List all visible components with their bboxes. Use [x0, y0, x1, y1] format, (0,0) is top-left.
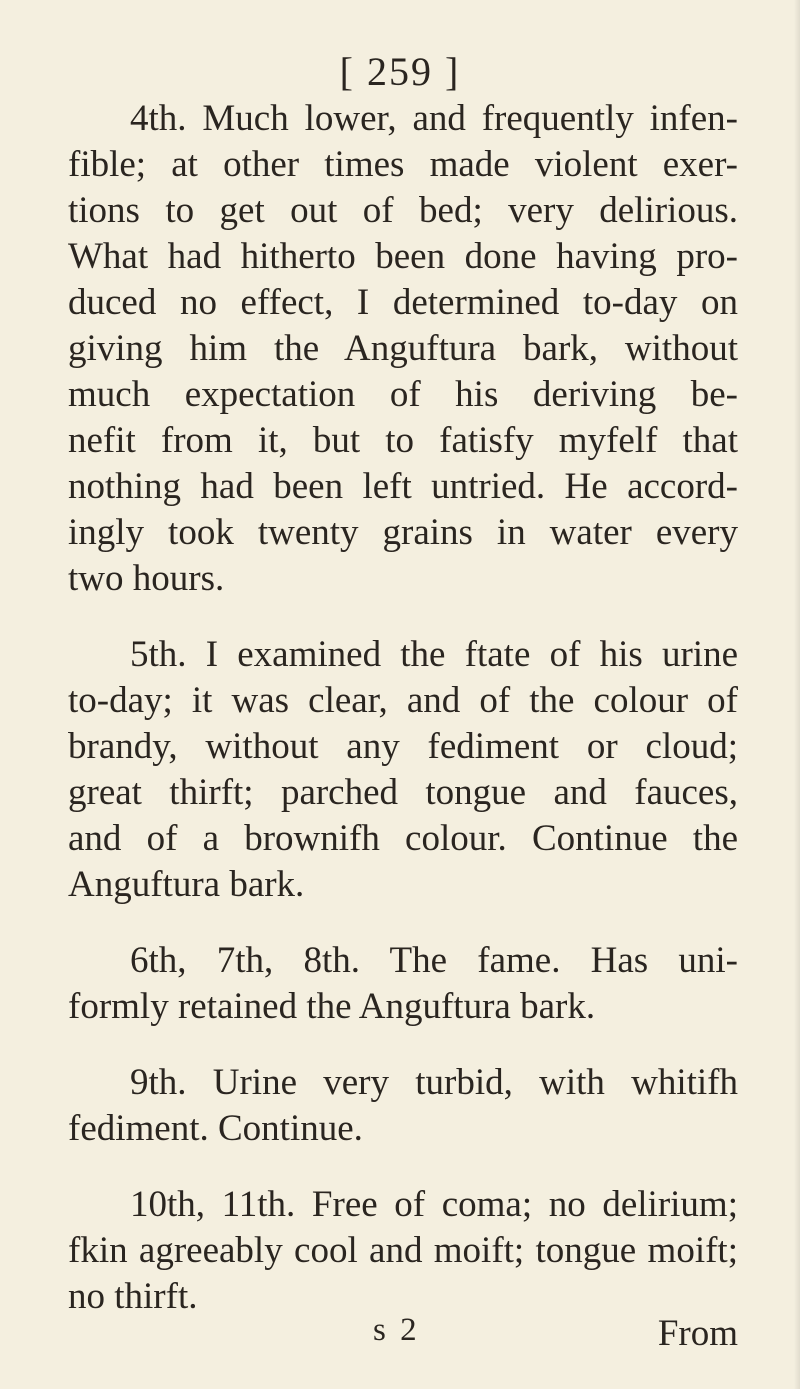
text-line: 9th. Urine very turbid, with whitifh — [130, 1062, 738, 1103]
text-line: brandy, without any fediment or cloud; — [68, 726, 738, 767]
text-line: to-day; it was clear, and of the colour of — [68, 680, 738, 721]
text-line: What had hitherto been done having pro- — [68, 236, 738, 277]
text-line: nothing had been left untried. He accord- — [68, 466, 738, 507]
text-line: and of a brownifh colour. Continue the — [68, 818, 738, 859]
paragraph-5th — [68, 632, 738, 908]
text-line: 10th, 11th. Free of coma; no delirium; — [130, 1184, 738, 1225]
text-line: 4th. Much lower, and frequently infen- — [130, 98, 738, 139]
text-line: 6th, 7th, 8th. The fame. Has uni- — [130, 940, 738, 981]
text-line: fkin agreeably cool and moift; tongue moift; — [68, 1230, 738, 1271]
page-footer — [68, 1312, 738, 1362]
text-line: duced no effect, I determined to-day on — [68, 282, 738, 323]
text-line: no thirft. — [68, 1276, 198, 1317]
text-line: formly retained the Anguftura bark. — [68, 986, 596, 1027]
page-number: [ 259 ] — [339, 49, 461, 94]
text-line: fible; at other times made violent exer- — [68, 144, 738, 185]
paragraph-9th — [68, 1060, 738, 1152]
text-line: great thirft; parched tongue and fauces, — [68, 772, 738, 813]
catchword: From — [657, 1313, 738, 1354]
text-line: much expectation of his deriving be- — [68, 374, 738, 415]
text-line: 5th. I examined the ftate of his urine — [130, 634, 738, 675]
text-line: ingly took twenty grains in water every — [68, 512, 738, 553]
paragraph-4th — [68, 96, 738, 602]
signature-mark: s 2 — [373, 1312, 420, 1348]
body-text — [68, 96, 738, 1320]
paragraph-6th-8th — [68, 938, 738, 1030]
page-edge — [794, 0, 800, 1389]
text-line: fediment. Continue. — [68, 1108, 363, 1149]
text-line: nefit from it, but to fatisfy myfelf that — [68, 420, 738, 461]
paragraph-10th-11th — [68, 1182, 738, 1320]
text-line: tions to get out of bed; very delirious. — [68, 190, 738, 231]
text-line: Anguftura bark. — [68, 864, 305, 905]
text-line: giving him the Anguftura bark, without — [68, 328, 738, 369]
text-line: two hours. — [68, 558, 225, 599]
